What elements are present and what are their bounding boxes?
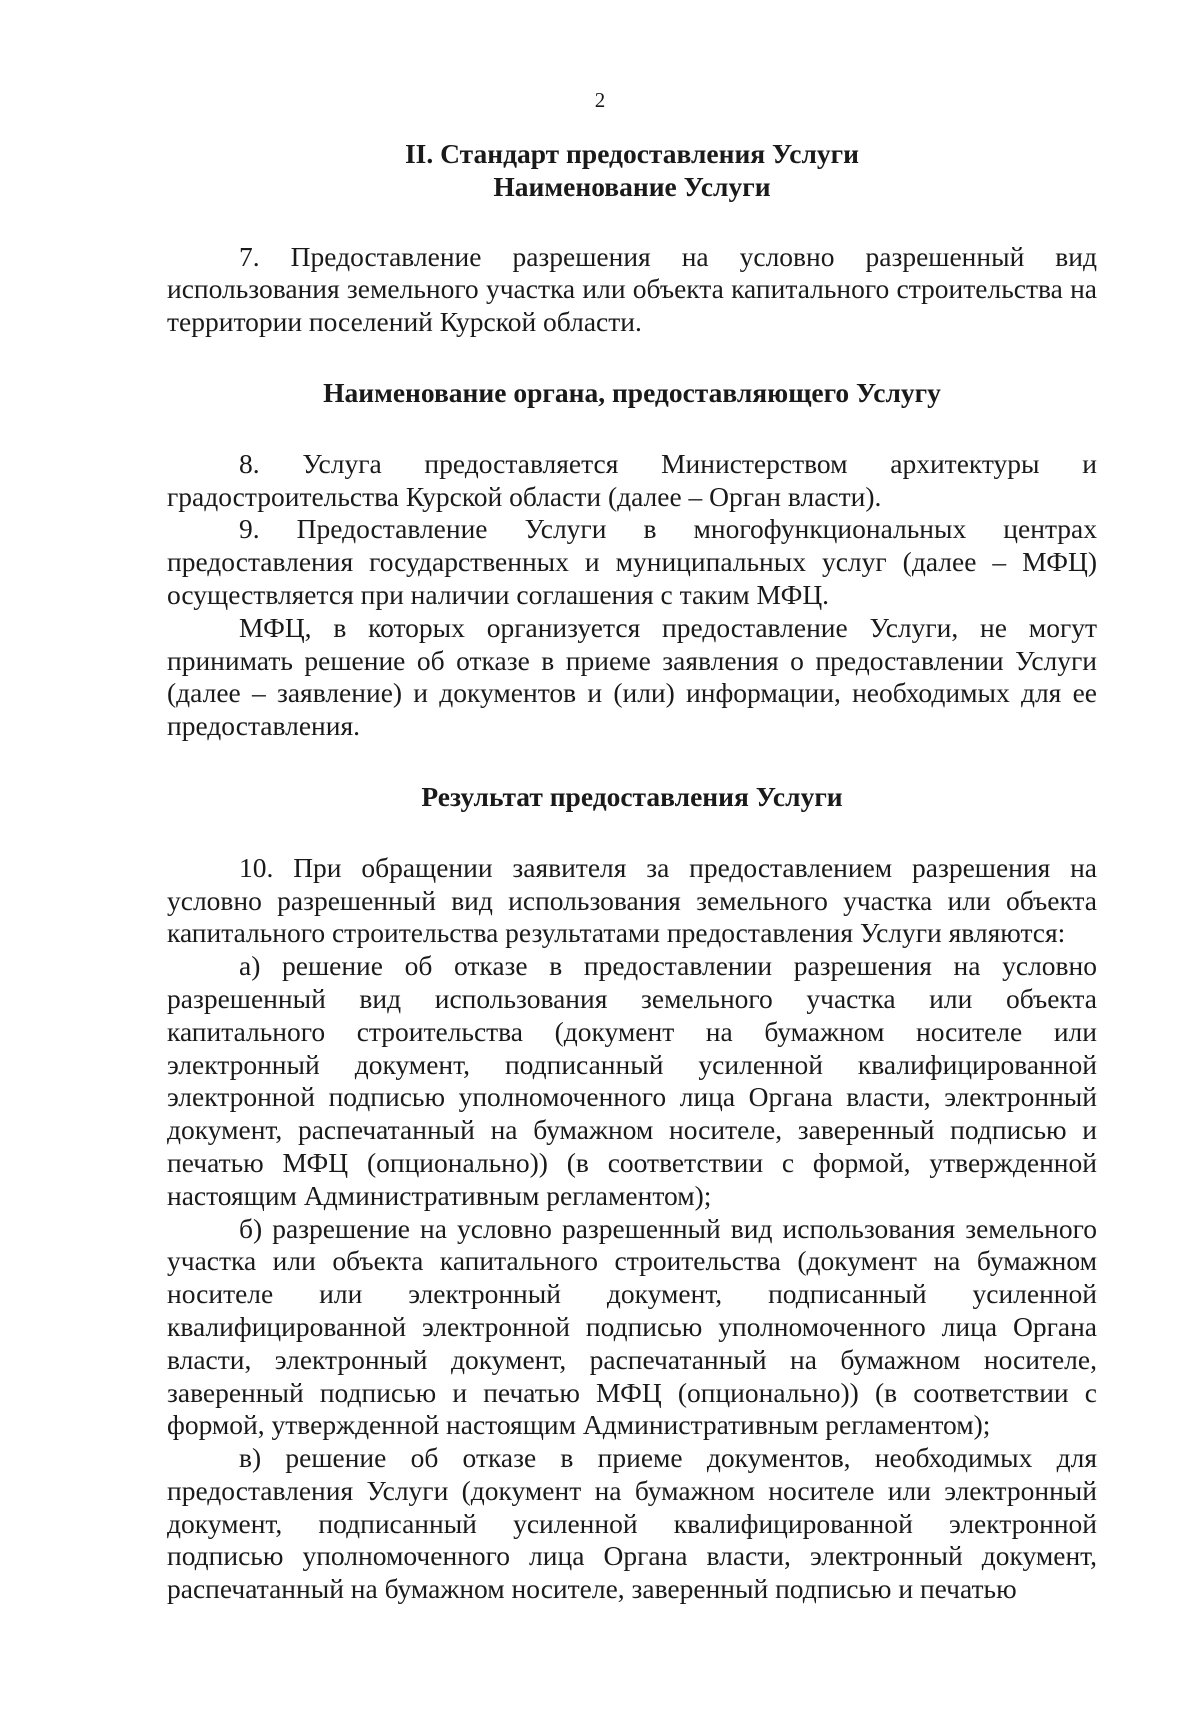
paragraph-8: 8. Услуга предоставляется Министерством архитектуры и градостроительства Курской области (далее – Орган власти). — [167, 447, 1097, 512]
section-title: II. Стандарт предоставления Услуги — [404, 138, 859, 169]
paragraph-10-b: б) разрешение на условно разрешенный вид использования земельного участка или объекта капитального строительства (документ на бумажном носителе или электронный документ, подписанный усиленной квалифицированной электронной подписью уполномоченного лица Органа власти, электронный документ, распечатанный на бумажном носителе, заверенный подписью и печатью МФЦ (опционально)) (в соответствии с формой, утвержденной настоящим Административным регламентом); — [167, 1212, 1097, 1441]
paragraph-10-a: а) решение об отказе в предоставлении разрешения на условно разрешенный вид использования земельного участка или объекта капитального строительства (документ на бумажном носителе или электронный документ, подписанный усиленной квалифицированной электронной подписью уполномоченного лица Органа власти, электронный документ, распечатанный на бумажном носителе, заверенный подписью и печатью МФЦ (опционально)) (в соответствии с формой, утвержденной настоящим Административным регламентом); — [167, 950, 1097, 1211]
spacer — [167, 339, 1097, 377]
paragraph-7: 7. Предоставление разрешения на условно разрешенный вид использования земельного участка или объекта капитального строительства на территории поселений Курской области. — [167, 240, 1097, 338]
subsection-title-organ: Наименование органа, предоставляющего Услугу — [323, 376, 941, 408]
subsection-title-result: Результат предоставления Услуги — [421, 780, 843, 812]
spacer — [167, 814, 1097, 852]
spacer — [167, 743, 1097, 781]
paragraph-9: 9. Предоставление Услуги в многофункциональных центрах предоставления государственных и муниципальных услуг (далее – МФЦ) осуществляется при наличии соглашения с таким МФЦ. — [167, 513, 1097, 610]
spacer — [167, 204, 1097, 241]
page-number: 2 — [594, 88, 606, 112]
paragraph-9-continuation: МФЦ, в которых организуется предоставление Услуги, не могут принимать решение об отказе в приеме заявления о предоставлении Услуги (далее – заявление) и документов и (или) информации, необходимых для ее предоставления. — [167, 611, 1097, 742]
paragraph-10-v: в) решение об отказе в приеме документов, необходимых для предоставления Услуги (документ на бумажном носителе или электронный документ, подписанный усиленной квалифицированной электронной подписью уполномоченного лица Органа власти, электронный документ, распечатанный на бумажном носителе, заверенный подписью и печатью — [167, 1442, 1097, 1605]
paragraph-10: 10. При обращении заявителя за предоставлением разрешения на условно разрешенный вид использования земельного участка или объекта капитального строительства результатами предоставления Услуги являются: — [167, 851, 1097, 949]
subsection-title-service-name: Наименование Услуги — [493, 170, 771, 202]
document-body — [167, 138, 1097, 1606]
spacer — [167, 410, 1097, 448]
